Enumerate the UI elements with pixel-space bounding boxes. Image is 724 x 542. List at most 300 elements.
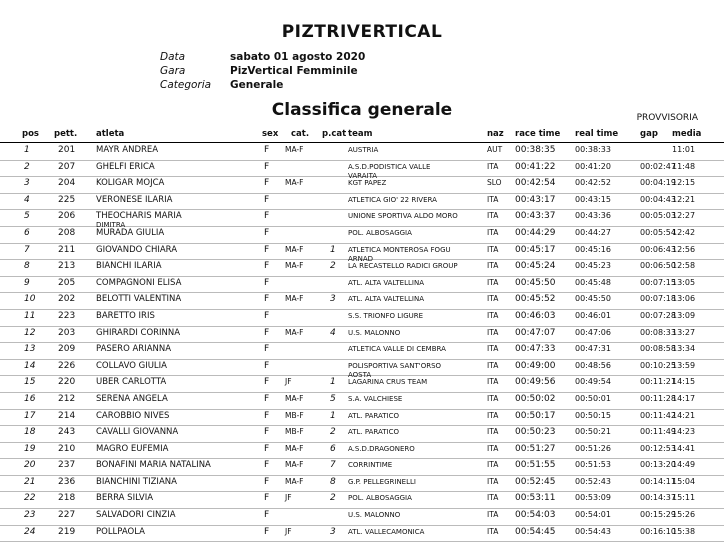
table-row [0,393,724,410]
cell-atleta: BIANCHI ILARIA [96,261,162,272]
cell-cat: MA-F [285,261,304,271]
cell-pos: 11 [24,310,36,321]
cell-gap: 00:11:49 [640,427,676,437]
cell-pett: 209 [58,344,76,355]
cell-cat: JF [285,526,292,536]
cell-pos: 14 [24,360,36,371]
cell-real: 00:42:52 [575,178,611,188]
race-meta [160,50,365,92]
cell-pett: 202 [58,294,76,305]
cell-race: 00:45:17 [515,244,556,255]
cell-race: 00:52:45 [515,476,556,487]
cell-pos: 19 [24,443,36,454]
meta-date: Data sabato 01 agosto 2020 [160,51,366,63]
cell-race: 00:44:29 [515,227,556,238]
cell-naz: ITA [487,327,499,337]
cell-media: 12:42 [672,227,696,237]
cell-pos: 22 [24,493,36,504]
cell-pcat: 5 [330,393,336,404]
table-row [0,443,724,460]
cell-naz: ITA [487,161,499,171]
cell-team: POLISPORTIVA SANT'ORSO [348,361,442,370]
cell-atleta: MAGRO EUFEMIA [96,443,169,454]
col-race-time: race time [515,129,561,139]
cell-naz: ITA [487,211,499,221]
cell-pos: 23 [24,510,36,521]
cell-atleta: BONAFINI MARIA NATALINA [96,460,211,471]
cell-sex: F [264,526,270,537]
cell-real: 00:50:15 [575,410,611,420]
cell-naz: ITA [487,476,499,486]
cell-media: 14:41 [672,443,696,453]
table-row [0,343,724,360]
cell-gap: 00:11:21 [640,377,676,387]
cell-gap: 00:14:37 [640,493,676,503]
cell-team: KGT PAPEZ [348,179,387,188]
cell-gap: 00:08:33 [640,327,676,337]
cell-cat: JF [285,493,292,503]
cell-media: 15:04 [672,476,696,486]
cell-media: 12:56 [672,244,696,254]
cell-gap: 00:05:54 [640,227,676,237]
cell-atleta: MAYR ANDREA [96,145,159,155]
cell-pos: 10 [24,294,36,305]
table-row [0,360,724,377]
cell-pos: 8 [24,261,30,272]
cell-media: 13:34 [672,344,696,354]
cell-real: 00:43:36 [575,211,611,221]
col-real-time: real time [575,129,619,139]
table-row [0,293,724,310]
cell-pett: 204 [58,178,76,189]
cell-gap: 00:15:29 [640,510,676,520]
cell-atleta: KOLIGAR MOJCA [96,178,165,189]
col-cat: cat. [291,129,310,139]
cell-pos: 21 [24,476,36,487]
cell-atleta: SALVADORI CINZIA [96,510,176,521]
cell-team: A.S.D.DRAGONERO [348,444,415,453]
cell-race: 00:51:27 [515,443,556,454]
cell-pett: 207 [58,161,76,172]
cell-sex: F [264,443,270,454]
cell-pos: 16 [24,393,36,404]
cell-pett: 205 [58,277,76,288]
cell-naz: ITA [487,244,499,254]
cell-cat: JF [285,377,292,387]
cell-cat: MA-F [285,294,304,304]
cell-atleta: POLLPAOLA [96,526,145,537]
cell-pos: 20 [24,460,36,471]
cell-sex: F [264,294,270,305]
cell-atleta: CAROBBIO NIVES [96,410,170,421]
cell-media: 15:26 [672,510,696,520]
cell-pcat: 1 [330,410,336,421]
cell-gap: 00:12:53 [640,443,676,453]
cell-pos: 5 [24,211,30,222]
cell-naz: ITA [487,227,499,237]
cell-atleta: PASERO ARIANNA [96,344,172,355]
cell-real: 00:54:01 [575,510,611,520]
cell-pcat: 2 [330,493,336,504]
cell-cat: MA-F [285,393,304,403]
cell-real: 00:38:33 [575,145,611,154]
cell-gap: 00:04:19 [640,178,676,188]
cell-media: 13:06 [672,294,696,304]
cell-pett: 203 [58,327,76,338]
table-row [0,210,724,230]
col-naz: naz [487,129,504,139]
cell-team: CORRINTIME [348,461,393,470]
cell-pett: 201 [58,145,76,155]
cell-gap: 00:08:58 [640,344,676,354]
cell-team: S.A. VALCHIESE [348,394,403,403]
cell-pos: 3 [24,178,30,189]
cell-team: AUSTRIA [348,146,379,154]
cell-real: 00:47:06 [575,327,611,337]
cell-media: 14:49 [672,460,696,470]
cell-gap: 00:13:20 [640,460,676,470]
cell-atleta: COLLAVO GIULIA [96,360,167,371]
cell-team: LA RECASTELLO RADICI GROUP [348,262,458,271]
cell-team: ATL. ALTA VALTELLINA [348,295,424,304]
cell-real: 00:50:21 [575,427,611,437]
meta-race: Gara PizVertical Femminile [160,65,358,77]
cell-race: 00:54:45 [515,526,556,537]
meta-category: Categoria Generale [160,79,284,91]
cell-sex: F [264,427,270,438]
cell-naz: ITA [487,344,499,354]
cell-team: U.S. MALONNO [348,511,401,520]
cell-naz: ITA [487,526,499,536]
cell-real: 00:48:56 [575,360,611,370]
cell-race: 00:49:00 [515,360,556,371]
cell-gap: 00:10:25 [640,360,676,370]
cell-real: 00:49:54 [575,377,611,387]
col-team: team [348,129,373,139]
cell-naz: ITA [487,194,499,204]
table-row [0,161,724,178]
table-header [0,128,724,143]
cell-sex: F [264,476,270,487]
cell-pett: 214 [58,410,76,421]
cell-gap: 00:11:42 [640,410,676,420]
table-row [0,327,724,344]
cell-atleta: GIOVANDO CHIARA [96,244,178,255]
cell-sex: F [264,310,270,321]
cell-media: 15:38 [672,526,696,536]
cell-sex: F [264,410,270,421]
table-row [0,177,724,194]
cell-team-line2: VARAITA [348,171,378,180]
cell-real: 00:44:27 [575,227,611,237]
cell-atleta: UBER CARLOTTA [96,377,167,388]
cell-pett: 206 [58,211,76,222]
cell-gap: 00:04:43 [640,194,676,204]
cell-naz: ITA [487,460,499,470]
cell-cat: MB-F [285,427,304,437]
cell-media: 13:05 [672,277,696,287]
col-media: media [672,129,702,139]
cell-pett: 226 [58,360,76,371]
cell-pos: 13 [24,344,36,355]
cell-naz: ITA [487,277,499,287]
cell-team-line2: AOSTA [348,370,372,379]
cell-pcat: 1 [330,377,336,388]
cell-cat: MA-F [285,178,304,188]
table-row [0,492,724,509]
cell-race: 00:50:02 [515,393,556,404]
cell-sex: F [264,327,270,338]
cell-race: 00:45:50 [515,277,556,288]
table-row [0,509,724,526]
cell-sex: F [264,377,270,388]
cell-real: 00:53:09 [575,493,611,503]
cell-sex: F [264,145,270,155]
cell-real: 00:45:50 [575,294,611,304]
cell-pett: 227 [58,510,76,521]
table-row [0,476,724,493]
cell-sex: F [264,460,270,471]
col-pett: pett. [54,129,78,139]
cell-naz: ITA [487,443,499,453]
cell-pcat: 1 [330,244,336,255]
table-row [0,310,724,327]
cell-pett: 218 [58,493,76,504]
cell-pos: 1 [24,145,30,155]
cell-pett: 236 [58,476,76,487]
cell-atleta: BERRA SILVIA [96,493,154,504]
cell-media: 11:48 [672,161,696,171]
cell-sex: F [264,211,270,222]
cell-gap: 00:06:43 [640,244,676,254]
cell-pett: 237 [58,460,76,471]
table-row [0,376,724,393]
cell-race: 00:45:52 [515,294,556,305]
cell-race: 00:51:55 [515,460,556,471]
cell-pcat: 2 [330,427,336,438]
cell-sex: F [264,277,270,288]
cell-team: ATL. PARATICO [348,411,399,420]
cell-sex: F [264,510,270,521]
cell-sex: F [264,261,270,272]
cell-team: UNIONE SPORTIVA ALDO MORO [348,212,458,221]
cell-team: ATL. VALLECAMONICA [348,527,425,536]
cell-gap: 00:07:15 [640,277,676,287]
cell-media: 12:21 [672,194,696,204]
cell-media: 14:15 [672,377,696,387]
cell-pcat: 3 [330,294,336,305]
cell-race: 00:42:54 [515,178,556,189]
cell-gap: 00:14:11 [640,476,676,486]
cell-pos: 4 [24,194,30,205]
cell-pos: 2 [24,161,30,172]
cell-naz: ITA [487,427,499,437]
cell-pos: 17 [24,410,36,421]
cell-media: 14:23 [672,427,696,437]
cell-team-line2: ARNAD [348,254,374,263]
cell-cat: MA-F [285,145,304,154]
cell-sex: F [264,178,270,189]
cell-pett: 243 [58,427,76,438]
cell-team: ATL. ALTA VALTELLINA [348,278,424,287]
cell-naz: ITA [487,393,499,403]
cell-real: 00:43:15 [575,194,611,204]
cell-gap: 00:11:28 [640,393,676,403]
cell-atleta: MURADA GIULIA [96,227,165,238]
cell-pcat: 7 [330,460,336,471]
cell-cat: MA-F [285,327,304,337]
cell-pcat: 6 [330,443,336,454]
cell-media: 11:01 [672,145,696,154]
cell-race: 00:50:17 [515,410,556,421]
cell-real: 00:51:26 [575,443,611,453]
cell-team: S.S. TRIONFO LIGURE [348,311,424,320]
table-row [0,194,724,211]
cell-atleta: BELOTTI VALENTINA [96,294,182,305]
cell-team: ATLETICA VALLE DI CEMBRA [348,345,446,354]
cell-atleta: COMPAGNONI ELISA [96,277,182,288]
cell-pos: 6 [24,227,30,238]
col-atleta: atleta [96,129,125,139]
cell-atleta: GHELFI ERICA [96,161,155,172]
cell-race: 00:54:03 [515,510,556,521]
cell-race: 00:47:07 [515,327,556,338]
cell-team: ATLETICA GIO' 22 RIVERA [348,195,437,204]
cell-media: 15:11 [672,493,696,503]
cell-media: 12:27 [672,211,696,221]
cell-naz: AUT [487,145,503,154]
col-gap: gap [640,129,658,139]
ranking-heading: Classifica generale [271,100,453,120]
table-row [0,244,724,261]
cell-gap: 00:05:03 [640,211,676,221]
cell-naz: ITA [487,510,499,520]
cell-real: 00:46:01 [575,310,611,320]
cell-pos: 9 [24,277,30,288]
cell-sex: F [264,344,270,355]
cell-cat: MA-F [285,443,304,453]
cell-atleta: VERONESE ILARIA [96,194,173,205]
cell-gap: 00:07:18 [640,294,676,304]
table-row [0,144,724,161]
cell-atleta: CAVALLI GIOVANNA [96,427,179,438]
cell-pett: 210 [58,443,76,454]
cell-team: G.P. PELLEGRINELLI [348,477,416,486]
cell-pcat: 2 [330,261,336,272]
cell-cat: MA-F [285,244,304,254]
cell-pett: 225 [58,194,76,205]
cell-sex: F [264,393,270,404]
cell-pett: 213 [58,261,76,272]
table-row [0,260,724,277]
cell-real: 00:45:23 [575,261,611,271]
cell-real: 00:50:01 [575,393,611,403]
cell-media: 13:27 [672,327,696,337]
cell-atleta: BARETTO IRIS [96,310,155,321]
cell-real: 00:45:16 [575,244,611,254]
cell-naz: ITA [487,360,499,370]
table-row [0,410,724,427]
table-row [0,426,724,443]
cell-media: 14:21 [672,410,696,420]
cell-real: 00:47:31 [575,344,611,354]
cell-naz: SLO [487,178,502,188]
status-label: PROVVISORIA [636,113,698,123]
cell-team: ATLETICA MONTEROSA FOGU [348,245,451,254]
cell-naz: ITA [487,377,499,387]
cell-media: 13:09 [672,310,696,320]
cell-pett: 219 [58,526,76,537]
cell-team: LAGARINA CRUS TEAM [348,378,428,387]
cell-pett: 223 [58,310,76,321]
cell-real: 00:51:53 [575,460,611,470]
cell-pett: 220 [58,377,76,388]
table-row [0,227,724,244]
cell-race: 00:46:03 [515,310,556,321]
cell-sex: F [264,244,270,255]
table-row [0,459,724,476]
cell-team: ATL. PARATICO [348,428,399,437]
cell-race: 00:53:11 [515,493,556,504]
cell-race: 00:38:35 [515,145,556,155]
cell-race: 00:45:24 [515,261,556,272]
cell-team: POL. ALBOSAGGIA [348,228,412,237]
cell-naz: ITA [487,410,499,420]
cell-pos: 24 [24,526,36,537]
cell-atleta: GHIRARDI CORINNA [96,327,181,338]
cell-real: 00:41:20 [575,161,611,171]
cell-naz: ITA [487,493,499,503]
cell-gap: 00:16:10 [640,526,676,536]
cell-sex: F [264,360,270,371]
cell-cat: MB-F [285,410,304,420]
cell-cat: MA-F [285,460,304,470]
cell-pcat: 8 [330,476,336,487]
cell-pcat: 4 [330,327,336,338]
col-pcat: p.cat [322,129,347,139]
cell-sex: F [264,227,270,238]
cell-team: POL. ALBOSAGGIA [348,494,412,503]
cell-pett: 211 [58,244,76,255]
cell-sex: F [264,194,270,205]
cell-sex: F [264,493,270,504]
cell-race: 00:47:33 [515,344,556,355]
document-title: PIZTRIVERTICAL [281,22,443,42]
cell-atleta: SERENA ANGELA [96,393,168,404]
cell-team: U.S. MALONNO [348,328,401,337]
cell-naz: ITA [487,310,499,320]
cell-pett: 212 [58,393,76,404]
cell-media: 12:15 [672,178,696,188]
cell-pos: 18 [24,427,36,438]
col-sex: sex [262,129,279,139]
cell-gap: 00:07:28 [640,310,676,320]
cell-pos: 7 [24,244,30,255]
cell-cat: MA-F [285,476,304,486]
cell-race: 00:43:17 [515,194,556,205]
cell-naz: ITA [487,294,499,304]
cell-naz: ITA [487,261,499,271]
cell-atleta: BIANCHINI TIZIANA [96,476,177,487]
col-pos: pos [22,129,39,139]
cell-gap: 00:06:50 [640,261,676,271]
cell-race: 00:50:23 [515,427,556,438]
cell-pcat: 3 [330,526,336,537]
cell-race: 00:43:37 [515,211,556,222]
cell-media: 13:59 [672,360,696,370]
cell-media: 12:58 [672,261,696,271]
cell-media: 14:17 [672,393,696,403]
